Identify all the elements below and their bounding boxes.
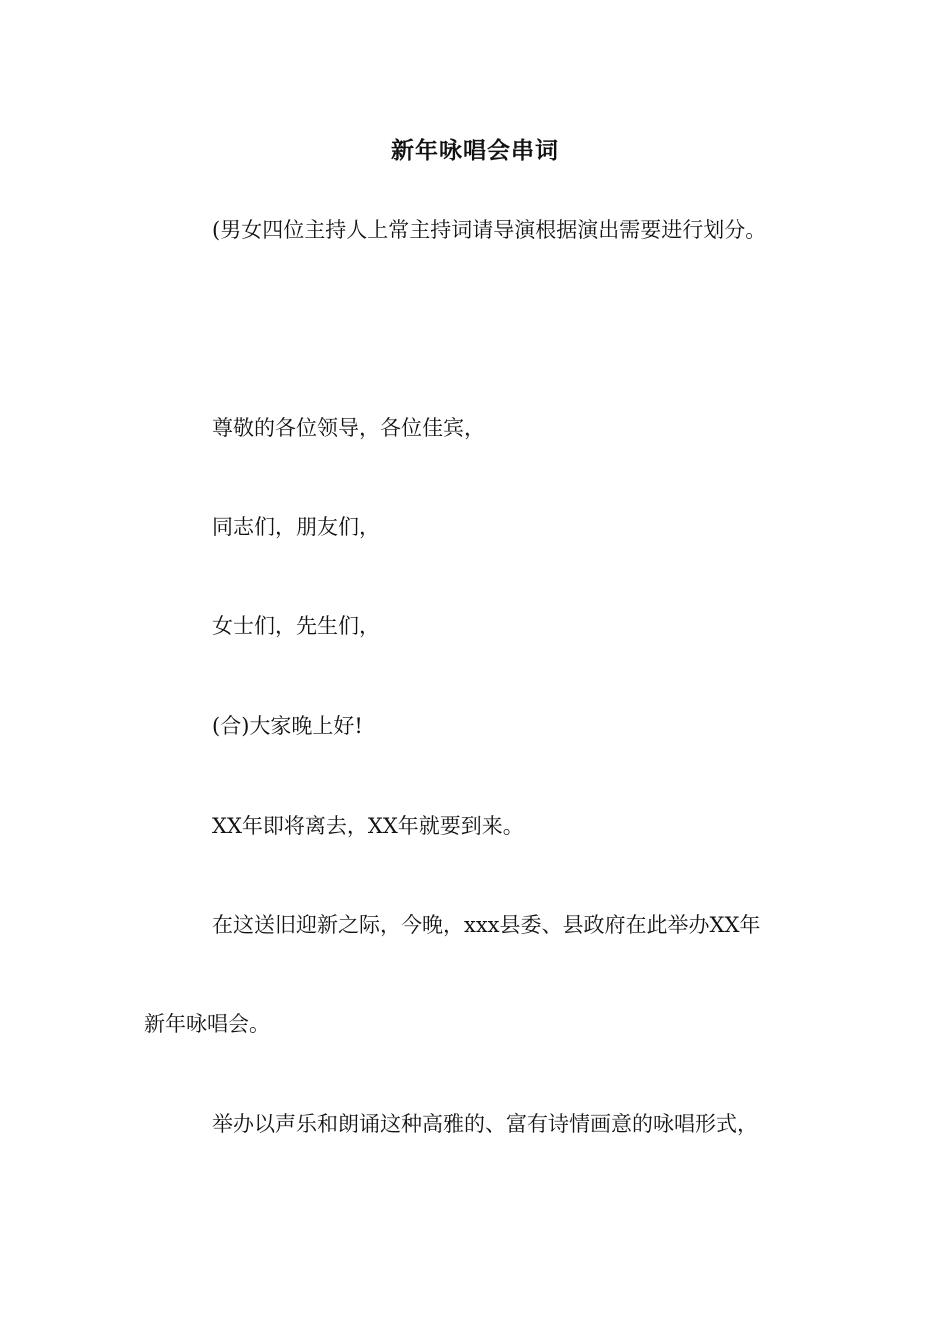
paragraph-good-evening: (合)大家晚上好! [212, 714, 363, 738]
document-title: 新年咏唱会串词 [391, 138, 559, 164]
paragraph-greeting-leaders: 尊敬的各位领导，各位佳宾， [212, 416, 485, 440]
paragraph-greeting-comrades: 同志们，朋友们， [212, 515, 380, 539]
paragraph-performance-form: 举办以声乐和朗诵这种高雅的、富有诗情画意的咏唱形式， [212, 1112, 758, 1136]
paragraph-host-note: (男女四位主持人上常主持词请导演根据演出需要进行划分。 [212, 218, 767, 242]
paragraph-event-intro: 在这送旧迎新之际，今晚，xxx县委、县政府在此举办XX年 [212, 913, 761, 937]
paragraph-event-intro-continued: 新年咏唱会。 [144, 1012, 270, 1036]
paragraph-new-year: XX年即将离去，XX年就要到来。 [212, 814, 524, 838]
paragraph-greeting-ladies: 女士们，先生们， [212, 614, 380, 638]
